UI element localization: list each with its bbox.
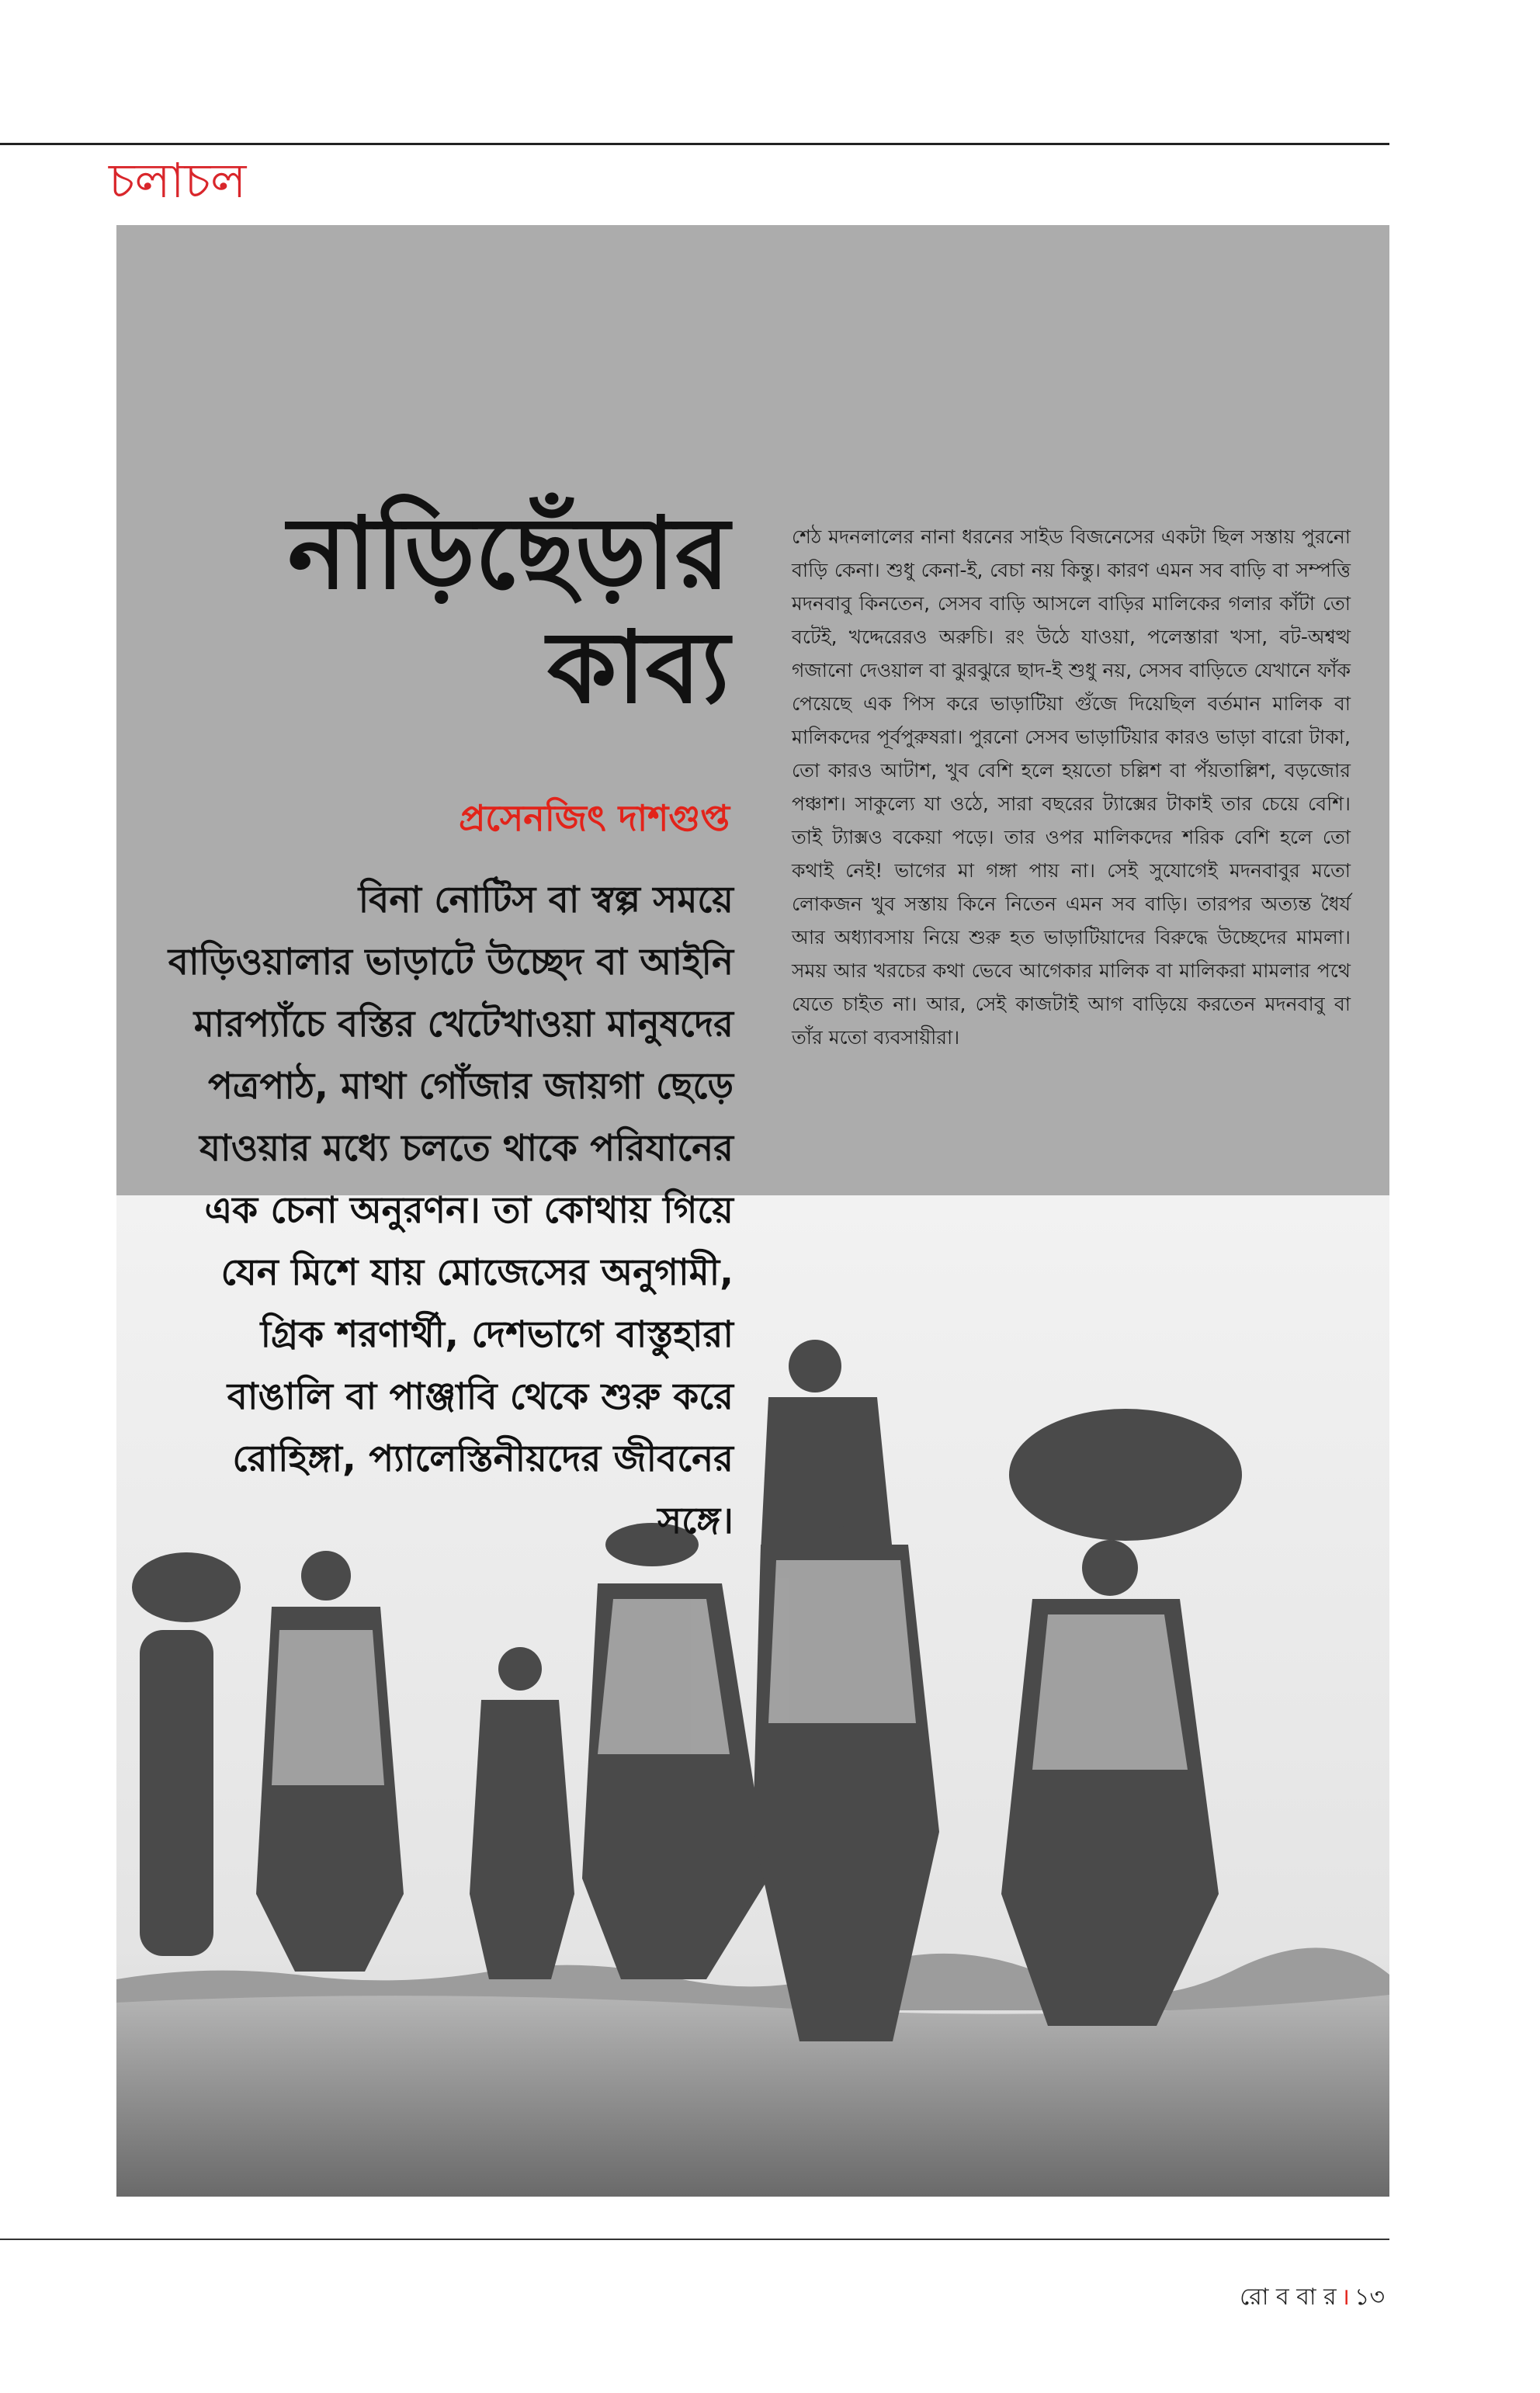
headline-line-2: কাব্য <box>546 610 730 727</box>
top-rule <box>0 143 1389 145</box>
magazine-name: রো ব বা র <box>1240 2284 1337 2311</box>
byline: প্রসেনজিৎ দাশগুপ্ত <box>459 797 730 839</box>
footer-separator: । <box>1341 2284 1351 2311</box>
page-number: ১৩ <box>1354 2284 1385 2311</box>
page-footer <box>1240 2278 1385 2318</box>
headline-line-1: নাড়িছেঁড়ার <box>287 496 730 612</box>
bottom-rule <box>0 2239 1389 2240</box>
standfirst: বিনা নোটিস বা স্বল্প সময়ে বাড়িওয়ালার ভাড়াটে উচ্ছেদ বা আইনি মারপ্যাঁচে বস্তির খেটেখাওয়া মানুষদের পত্রপাঠ, মাথা গোঁজার জায়গা ছেড়ে যাওয়ার মধ্যে চলতে থাকে পরিযানের এক চেনা অনুরণন। তা কোথায় গিয়ে যেন মিশে যায় মোজেসের অনুগামী, গ্রিক শরণার্থী, দেশভাগে বাস্তুহারা বাঙালি বা পাঞ্জাবি থেকে শুরু করে রোহিঙ্গা, প্যালেস্তিনীয়দের জীবনের সঙ্গে। <box>168 879 734 1542</box>
headline <box>171 497 730 725</box>
section-label: চলাচল <box>109 152 247 209</box>
article-body: শেঠ মদনলালের নানা ধরনের সাইড বিজনেসের একটা ছিল সস্তায় পুরনো বাড়ি কেনা। শুধু কেনা-ই, বেচা নয় কিন্তু। কারণ এমন সব বাড়ি বা সম্পত্তি মদনবাবু কিনতেন, সেসব বাড়ি আসলে বাড়ির মালিকের গলার কাঁটা তো বটেই, খদ্দেরেরও অরুচি। রং উঠে যাওয়া, পলেস্তারা খসা, বট-অশ্বত্থ গজানো দেওয়াল বা ঝুরঝুরে ছাদ-ই শুধু নয়, সেসব বাড়িতে যেখানে ফাঁক পেয়েছে এক পিস করে ভাড়াটিয়া গুঁজে দিয়েছিল বর্তমান মালিক বা মালিকদের পূর্বপুরুষরা। পুরনো সেসব ভাড়াটিয়ার কারও ভাড়া বারো টাকা, তো কারও আটাশ, খুব বেশি হলে হয়তো চল্লিশ বা পঁয়তাল্লিশ, বড়জোর পঞ্চাশ। সাকুল্যে যা ওঠে, সারা বছরের ট্যাক্সের টাকাই তার চেয়ে বেশি। তাই ট্যাক্সও বকেয়া পড়ে। তার ওপর মালিকদের শরিক বেশি হলে তো কথাই নেই! ভাগের মা গঙ্গা পায় না। সেই সুযোগেই মদনবাবুর মতো লোকজন খুব সস্তায় কিনে নিতেন এমন সব বাড়ি। তারপর অত্যন্ত ধৈর্য আর অধ্যাবসায় নিয়ে শুরু হত ভাড়াটিয়াদের বিরুদ্ধে উচ্ছেদের মামলা। সময় আর খরচের কথা ভেবে আগেকার মালিক বা মালিকরা মামলার পথে যেতে চাইত না। আর, সেই কাজটাই আগ বাড়িয়ে করতেন মদনবাবু বা তাঁর মতো ব্যবসায়ীরা। <box>792 525 1351 1049</box>
